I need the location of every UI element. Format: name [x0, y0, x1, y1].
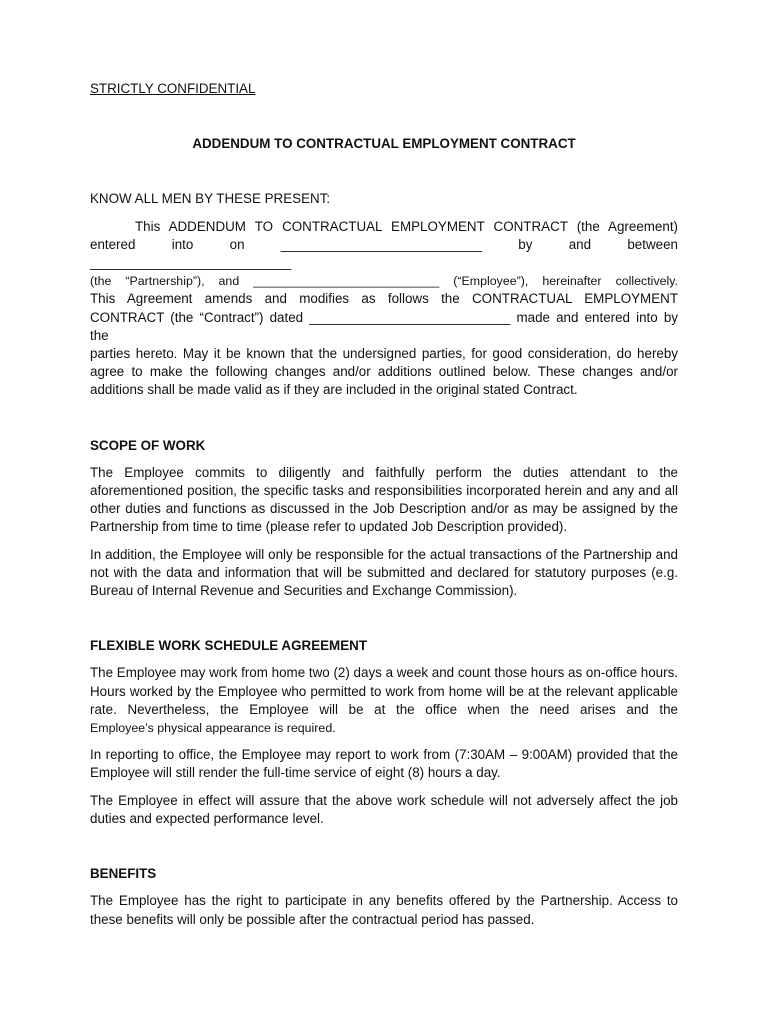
- intro-line: entered into on ___________________________ by and between ___________________________: [90, 236, 678, 271]
- know-all-line: KNOW ALL MEN BY THESE PRESENT:: [90, 191, 331, 207]
- intro-line: additions shall be made valid as if they are included in the original stated Contract.: [90, 382, 578, 398]
- document-title: ADDENDUM TO CONTRACTUAL EMPLOYMENT CONTRACT: [192, 136, 576, 152]
- intro-line: (the “Partnership”), and ___________________________ (“Employee”), hereinafter collectively.: [90, 274, 678, 289]
- paragraph-tail-text: Employee’s physical appearance is required.: [90, 721, 336, 736]
- document-body: [90, 80, 678, 938]
- paragraph-main-text: The Employee may work from home two (2) days a week and count those hours as on-office hours. Hours worked by the Employee who permitted to work from home will be at the relevant applicable rate. Nevertheless, the Employee will be at the office when the need arises and the: [90, 665, 678, 717]
- section-benefits: [90, 865, 678, 929]
- section-paragraph: The Employee has the right to participate in any benefits offered by the Partnership. Access to these benefits will only be possible after the contractual period has passed.: [90, 893, 678, 927]
- intro-paragraph: [90, 218, 678, 400]
- section-heading: BENEFITS: [90, 866, 157, 882]
- section-heading: FLEXIBLE WORK SCHEDULE AGREEMENT: [90, 638, 367, 654]
- intro-line: parties hereto. May it be known that the undersigned parties, for good consideration, do hereby: [90, 346, 678, 362]
- section-paragraph: The Employee in effect will assure that the above work schedule will not adversely affect the job duties and expected performance level.: [90, 792, 678, 826]
- section-paragraph: In addition, the Employee will only be responsible for the actual transactions of the Partnership and not with the data and information that will be submitted and declared for statutory purposes (e.g. Bureau of Internal Revenue and Securities and Exchange Commission).: [90, 546, 678, 599]
- intro-line: CONTRACT (the “Contract”) dated ___________________________ made and entered into by the: [90, 309, 678, 343]
- section-paragraph: In reporting to office, the Employee may report to work from (7:30AM – 9:00AM) provided that the Employee will still render the full-time service of eight (8) hours a day.: [90, 747, 678, 781]
- intro-line: This Agreement amends and modifies as follows the CONTRACTUAL EMPLOYMENT: [90, 291, 678, 307]
- section-heading: SCOPE OF WORK: [90, 437, 206, 453]
- section-flexible-work-schedule: [90, 637, 678, 828]
- section-paragraph: [90, 664, 678, 737]
- intro-line: This ADDENDUM TO CONTRACTUAL EMPLOYMENT CONTRACT (the Agreement): [135, 218, 678, 234]
- section-scope-of-work: [90, 437, 678, 601]
- intro-line: agree to make the following changes and/or additions outlined below. These changes and/or: [90, 364, 678, 380]
- section-paragraph: The Employee commits to diligently and faithfully perform the duties attendant to the aforementioned position, the specific tasks and responsibilities incorporated herein and any and all other duties and functions as discussed in the Job Description and/or as may be assigned by the Partnership from time to time (please refer to updated Job Description provided).: [90, 464, 678, 535]
- confidential-label: STRICTLY CONFIDENTIAL: [90, 81, 256, 96]
